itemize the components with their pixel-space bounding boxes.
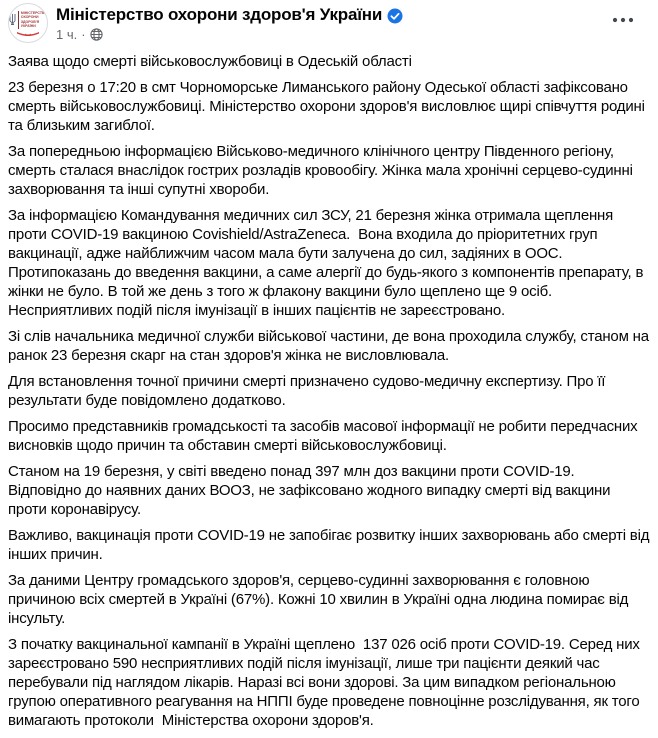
globe-icon [90, 28, 103, 41]
dot-separator: · [81, 27, 86, 42]
post-paragraph: З початку вакцинальної кампанії в Україні щеплено 137 026 осіб проти COVID-19. Серед них зареєстровано 590 несприятливих подій після імунізації, лише три пацієнти деякий час перебували під наглядом лікарів. Наразі всі вони здорові. За цим випадком регіональною групою оперативного реагування на НППІ буде проведене повноцінне розслідування, як того вимагають протоколи Міністерства охорони здоров'я. [8, 636, 644, 729]
page-name-row [56, 5, 608, 25]
moz-logo-line: УКРАЇНИ [20, 24, 36, 28]
post-paragraph: Заява щодо смерті військовослужбовиці в Одеській області [8, 53, 412, 70]
red-ribbon-icon [17, 30, 39, 36]
page-avatar[interactable] [8, 3, 48, 43]
post-meta-row [56, 27, 608, 42]
moz-logo-line: МІНІСТЕРСТВО [20, 10, 48, 15]
more-options-button[interactable] [608, 13, 638, 27]
post-header [0, 0, 658, 43]
post-paragraph: За попередньою інформацією Військово-медичного клінічного центру Південного регіону, смерть сталася внаслідок гострих розладів кровообігу. Жінка мала хронічні серцево-судинні захворювання та інші супутні хвороби. [8, 143, 637, 198]
post-paragraph: За даними Центру громадського здоров'я, серцево-судинні захворювання є головною причиною всіх смертей в Україні (67%). Кожні 10 хвилин в Україні одна людина помирає від інсульту. [8, 572, 633, 627]
page-name[interactable]: Міністерство охорони здоров'я України [56, 5, 383, 24]
verified-badge-icon [387, 8, 403, 24]
moz-logo-line: ЗДОРОВ'Я [20, 19, 40, 24]
moz-logo-line: ОХОРОНИ [20, 15, 39, 19]
post-body [0, 43, 658, 730]
post-paragraph: Просимо представників громадськості та засобів масової інформації не робити передчасних висновків щодо причин та обставин смерті військовослужбовиці. [8, 418, 642, 454]
moz-logo [9, 11, 47, 29]
post-paragraph: Станом на 19 березня, у світі введено понад 397 млн доз вакцини проти COVID-19. Відповідно до наявних даних ВООЗ, не зафіксовано жодного випадку смерті від вакцини проти коронавірусу. [8, 463, 615, 518]
trident-icon [9, 14, 16, 26]
more-options-icon [612, 17, 634, 23]
post-paragraph: Для встановлення точної причини смерті призначено судово-медичну експертизу. Про її результати буде повідомлено додатково. [8, 373, 610, 409]
header-text [56, 3, 608, 42]
moz-logo-text [18, 11, 47, 29]
post-paragraph: Важливо, вакцинація проти COVID-19 не запобігає розвитку інших захворювань або смерті від інших причин. [8, 527, 654, 563]
post-paragraph: 23 березня о 17:20 в смт Чорноморське Лиманського району Одеської області зафіксовано смерть військовослужбовиці. Міністерство охорони здоров'я висловлює щирі співчуття родині та близьким загиблої. [8, 79, 649, 134]
post-paragraph: За інформацією Командування медичних сил ЗСУ, 21 березня жінка отримала щеплення проти COVID-19 вакциною Covishield/AstraZeneca. Вона входила до пріоритетних груп вакцинації, адже найближчим часом мала бути залучена до сил, задіяних в ООС. Протипоказань до введення вакцини, а саме алергії до будь-якого з компонентів препарату, в жінки не було. В той же день з того ж флакону вакцини було щеплено ще 9 осіб. Несприятливих подій після імунізації в інших пацієнтів не зареєстровано. [8, 207, 648, 319]
post-paragraph: Зі слів начальника медичної служби військової частини, де вона проходила службу, станом на ранок 23 березня скарг на стан здоров'я жінка не висловлювала. [8, 328, 653, 364]
timestamp[interactable]: 1 ч. [56, 27, 78, 42]
